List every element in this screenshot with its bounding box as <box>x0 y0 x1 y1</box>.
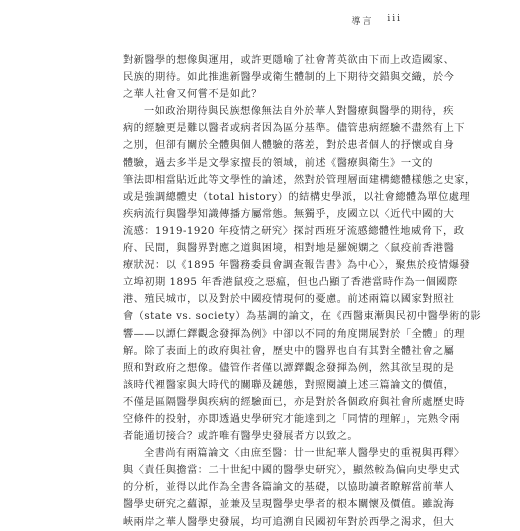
paragraph <box>123 445 465 530</box>
text-line: 對新醫學的想像與運用，或許更隱喻了社會菁英欲由下而上改造國家、 <box>123 55 455 66</box>
text-line: 響——以譚仁鐸觀念發揮為例》中卻以不同的角度開展對於「全體」的理 <box>123 328 465 340</box>
text-line: 筆法即相當貼近此等文學性的論述，然對於管理層面建構總體樣態之史家， <box>123 174 476 186</box>
text-line: 疾病流行與醫學知識傳播方屬常態。無獨乎，皮國立以〈近代中國的大 <box>123 208 455 220</box>
text-line: 會（state vs. society）為基調的論文，在《西醫東漸與民初中醫學術的影 <box>123 311 482 323</box>
text-line: 病的經驗更是難以醫者或病者因為區分基準。儘管患病經驗不盡然有上下 <box>123 123 465 135</box>
paragraph <box>123 103 482 445</box>
body-text <box>123 52 482 531</box>
text-line: 全書尚有兩篇論文〈由庶至醫：廿一世紀華人醫學史的重視與再釋〉 <box>144 448 465 460</box>
text-line: 立埠初期 1895 年香港鼠疫之惡瘟，但也凸顯了香港當時作為一個國際 <box>123 277 458 289</box>
text-line: 一如政治期待與民族想像無法自外於華人對醫療與醫學的期待，疾 <box>144 106 454 118</box>
text-line: 之別，但卻有關於全體與個人體驗的落差，對於患者個人的抒懷或自身 <box>123 140 455 152</box>
text-line: 或是強調總體史（total history）的結構史學派，以社會總體為單位處理 <box>123 191 471 203</box>
text-line: 醫學史研究之蘊源，並兼及呈現醫學史學者的根本關懷及價值。雖說海 <box>123 499 455 511</box>
text-line: 府、民間，與醫界對應之道與困境，相對地是羅婉嫻之〈鼠疫前香港醫 <box>123 243 455 255</box>
text-line: 港、殖民城市，以及對於中國疫情現何的憂慮。前述兩篇以國家對照社 <box>123 294 455 306</box>
text-line: 照和對政府之想像。儘管作者僅以譚鐸觀念發揮為例，然其欲呈現的是 <box>123 362 455 374</box>
text-line: 解。除了表面上的政府與社會，歷史中的醫界也自有其對全體社會之屬 <box>123 345 455 357</box>
text-line: 空條件的投射，亦即透過史學研究才能達到之「同情的理解」，完熟令兩 <box>123 413 460 425</box>
text-line: 流感：1919-1920 年疫情之研究〉探討西班牙流感總體性地威脅下，政 <box>123 225 465 237</box>
running-header <box>351 14 402 27</box>
text-line: 峽兩岸之華人醫學史發展，均可追溯自民國初年對於西學之渴求，但大 <box>123 516 455 528</box>
text-line: 不僅是區隔醫學與疾病的經驗面已，亦是對於各個政府與社會所處歷史時 <box>123 396 465 408</box>
text-line: 民族的期待。如此推進新醫學或衛生體制的上下期待交錯與交織，於今 <box>123 72 455 84</box>
paragraph <box>123 52 455 103</box>
text-line: 療狀況：以《1895 年醫務委員會調查報告書》為中心〉，聚焦於疫情爆發 <box>123 260 471 272</box>
text-line: 之華人社會又何嘗不是如此？ <box>123 89 262 101</box>
text-line: 者能通切接合？或許唯有醫學史發展者方以致之。 <box>123 431 359 443</box>
text-line: 該時代裡醫家與大時代的關聯及鏈態，對照閱讀上述三篇論文的價值， <box>123 379 455 391</box>
text-line: 與〈責任與擔當：二十世紀中國的醫學史研究〉，顯然較為偏向史學史式 <box>123 465 460 477</box>
text-line: 的分析，並得以此作為全書各篇論文的基礎，以協助讀者瞭解當前華人 <box>123 482 455 494</box>
section-title: 導言 <box>351 17 374 27</box>
text-line: 體驗，過去多半是文學家擅長的領域，前述《醫療與衛生》一文的 <box>123 157 433 169</box>
page-number: iii <box>387 14 402 24</box>
